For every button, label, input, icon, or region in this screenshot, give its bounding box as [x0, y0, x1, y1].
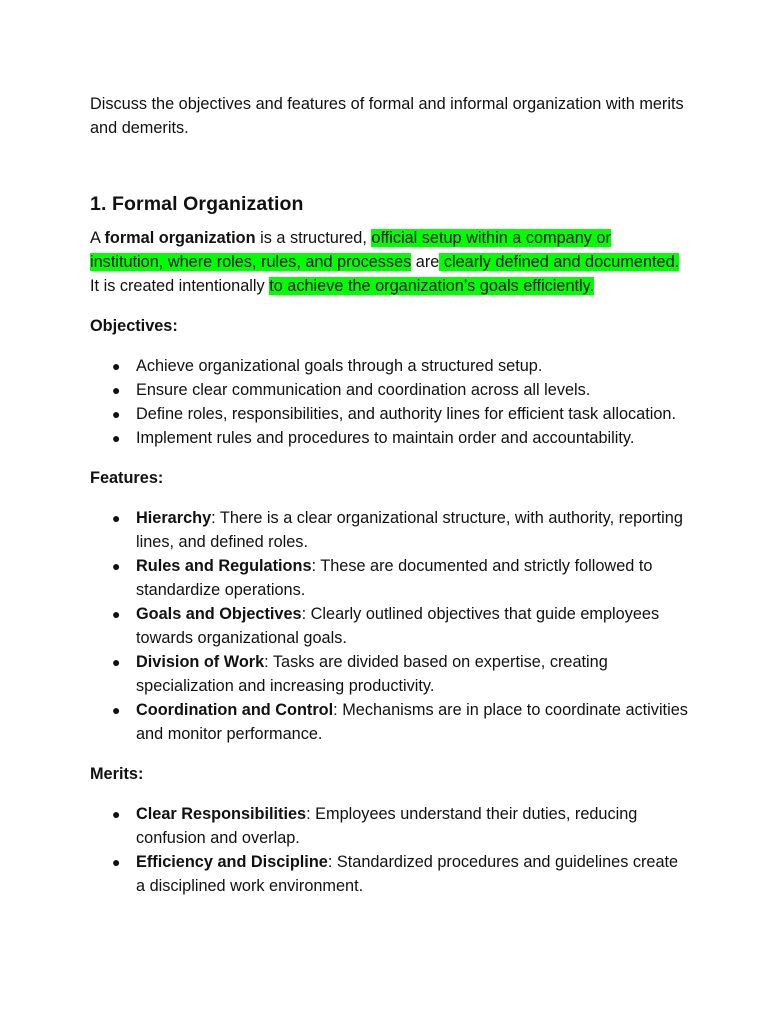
objective-text: Ensure clear communication and coordination across all levels.	[136, 381, 591, 399]
bullet-icon: ●	[112, 702, 121, 718]
list-item	[112, 378, 688, 402]
feature-text: : Mechanisms are in place to coordinate activities and monitor performance.	[136, 701, 688, 743]
bullet-icon: ●	[112, 606, 121, 622]
question-text: Discuss the objectives and features of formal and informal organization with merits and demerits.	[90, 95, 684, 137]
feature-text: : Tasks are divided based on expertise, creating specialization and increasing productivity.	[136, 653, 608, 695]
bullet-icon: ●	[112, 358, 121, 374]
intro-paragraph	[90, 226, 688, 298]
section-heading: 1. Formal Organization	[90, 193, 304, 215]
merit-text: : Standardized procedures and guidelines create a disciplined work environment.	[136, 853, 679, 895]
feature-text: : There is a clear organizational structure, with authority, reporting lines, and defined roles.	[136, 509, 683, 551]
highlighted-text: official setup within a company or institution, where roles, rules, and processes	[90, 229, 611, 271]
feature-term: Hierarchy	[136, 509, 212, 527]
intro-text: is a structured,	[255, 229, 372, 247]
merit-term: Efficiency and Discipline	[136, 853, 328, 871]
list-item	[112, 402, 688, 426]
list-item	[112, 506, 688, 554]
list-item	[112, 602, 688, 650]
intro-bold-term: formal organization	[104, 229, 256, 247]
objectives-list	[90, 354, 688, 450]
merit-term: Clear Responsibilities	[136, 805, 307, 823]
feature-text: : Clearly outlined objectives that guide employees towards organizational goals.	[136, 605, 660, 647]
bullet-icon: ●	[112, 854, 121, 870]
intro-text: A	[90, 229, 105, 247]
merit-text: : Employees understand their duties, reducing confusion and overlap.	[136, 805, 638, 847]
intro-text: are	[411, 253, 440, 271]
bullet-icon: ●	[112, 558, 121, 574]
list-item	[112, 650, 688, 698]
highlighted-text: clearly defined and documented.	[439, 253, 680, 271]
bullet-icon: ●	[112, 654, 121, 670]
intro-text: It is created intentionally	[90, 277, 270, 295]
feature-term: Division of Work	[136, 653, 265, 671]
feature-term: Rules and Regulations	[136, 557, 312, 575]
merits-heading: Merits:	[90, 765, 144, 783]
feature-term: Coordination and Control	[136, 701, 334, 719]
objective-text: Implement rules and procedures to maintain order and accountability.	[136, 429, 635, 447]
list-item	[112, 698, 688, 746]
list-item	[112, 802, 688, 850]
bullet-icon: ●	[112, 806, 121, 822]
feature-text: : These are documented and strictly followed to standardize operations.	[136, 557, 653, 599]
objective-text: Achieve organizational goals through a structured setup.	[136, 357, 543, 375]
bullet-icon: ●	[112, 430, 121, 446]
objective-text: Define roles, responsibilities, and authority lines for efficient task allocation.	[136, 405, 676, 423]
features-list	[90, 506, 688, 746]
objectives-heading: Objectives:	[90, 317, 178, 335]
features-heading: Features:	[90, 469, 164, 487]
list-item	[112, 354, 688, 378]
list-item	[112, 426, 688, 450]
bullet-icon: ●	[112, 406, 121, 422]
bullet-icon: ●	[112, 382, 121, 398]
merits-list	[90, 802, 688, 898]
highlighted-text: to achieve the organization’s goals efficiently.	[269, 277, 595, 295]
bullet-icon: ●	[112, 510, 121, 526]
list-item	[112, 554, 688, 602]
feature-term: Goals and Objectives	[136, 605, 302, 623]
list-item	[112, 850, 688, 898]
